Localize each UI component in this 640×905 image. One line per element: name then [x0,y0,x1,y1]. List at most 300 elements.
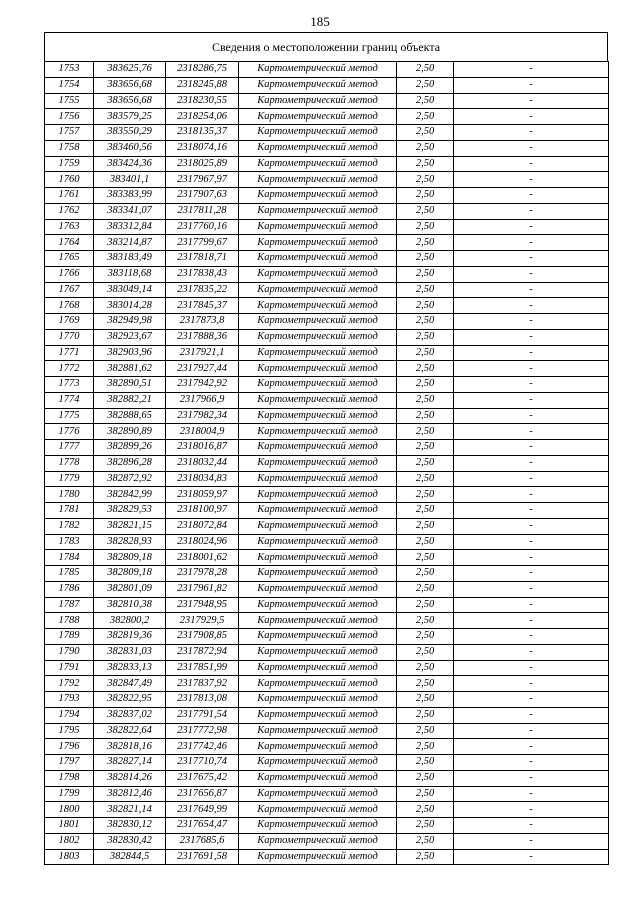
point-number-cell: 1801 [45,818,94,834]
table-row [45,518,609,534]
point-number-cell: 1792 [45,676,94,692]
y-coordinate-cell: 2317982,34 [166,408,239,424]
method-cell: Картометрический метод [239,676,397,692]
method-cell: Картометрический метод [239,440,397,456]
accuracy-cell: 2,50 [397,408,454,424]
table-row [45,93,609,109]
method-cell: Картометрический метод [239,518,397,534]
note-cell: - [454,581,609,597]
note-cell: - [454,377,609,393]
x-coordinate-cell: 383183,49 [94,251,166,267]
x-coordinate-cell: 382809,18 [94,550,166,566]
point-number-cell: 1775 [45,408,94,424]
y-coordinate-cell: 2317921,1 [166,345,239,361]
note-cell: - [454,644,609,660]
table-row [45,377,609,393]
accuracy-cell: 2,50 [397,660,454,676]
note-cell: - [454,62,609,78]
accuracy-cell: 2,50 [397,739,454,755]
table-row [45,188,609,204]
point-number-cell: 1803 [45,849,94,865]
y-coordinate-cell: 2318034,83 [166,471,239,487]
note-cell: - [454,518,609,534]
point-number-cell: 1772 [45,361,94,377]
method-cell: Картометрический метод [239,739,397,755]
accuracy-cell: 2,50 [397,644,454,660]
accuracy-cell: 2,50 [397,849,454,865]
point-number-cell: 1779 [45,471,94,487]
table-row [45,219,609,235]
point-number-cell: 1764 [45,235,94,251]
table-row [45,77,609,93]
y-coordinate-cell: 2317873,8 [166,314,239,330]
note-cell: - [454,361,609,377]
accuracy-cell: 2,50 [397,109,454,125]
x-coordinate-cell: 383049,14 [94,282,166,298]
accuracy-cell: 2,50 [397,93,454,109]
point-number-cell: 1763 [45,219,94,235]
x-coordinate-cell: 382800,2 [94,613,166,629]
x-coordinate-cell: 383014,28 [94,298,166,314]
point-number-cell: 1800 [45,802,94,818]
y-coordinate-cell: 2317835,22 [166,282,239,298]
y-coordinate-cell: 2317978,28 [166,566,239,582]
x-coordinate-cell: 382822,64 [94,723,166,739]
accuracy-cell: 2,50 [397,770,454,786]
note-cell: - [454,77,609,93]
y-coordinate-cell: 2317710,74 [166,755,239,771]
y-coordinate-cell: 2318135,37 [166,125,239,141]
table-row [45,392,609,408]
note-cell: - [454,329,609,345]
method-cell: Картометрический метод [239,503,397,519]
point-number-cell: 1766 [45,266,94,282]
page-number: 185 [310,14,330,29]
y-coordinate-cell: 2317772,98 [166,723,239,739]
note-cell: - [454,345,609,361]
note-cell: - [454,818,609,834]
x-coordinate-cell: 382833,13 [94,660,166,676]
accuracy-cell: 2,50 [397,203,454,219]
point-number-cell: 1784 [45,550,94,566]
y-coordinate-cell: 2317811,28 [166,203,239,219]
y-coordinate-cell: 2317942,92 [166,377,239,393]
method-cell: Картометрический метод [239,770,397,786]
y-coordinate-cell: 2318254,06 [166,109,239,125]
x-coordinate-cell: 383214,87 [94,235,166,251]
point-number-cell: 1770 [45,329,94,345]
x-coordinate-cell: 382882,21 [94,392,166,408]
point-number-cell: 1778 [45,455,94,471]
y-coordinate-cell: 2318025,89 [166,156,239,172]
point-number-cell: 1799 [45,786,94,802]
y-coordinate-cell: 2317908,85 [166,629,239,645]
note-cell: - [454,707,609,723]
note-cell: - [454,172,609,188]
point-number-cell: 1771 [45,345,94,361]
x-coordinate-cell: 382801,09 [94,581,166,597]
table-row [45,266,609,282]
method-cell: Картометрический метод [239,550,397,566]
note-cell: - [454,93,609,109]
method-cell: Картометрический метод [239,314,397,330]
point-number-cell: 1797 [45,755,94,771]
note-cell: - [454,566,609,582]
method-cell: Картометрический метод [239,833,397,849]
table-row [45,534,609,550]
note-cell: - [454,833,609,849]
note-cell: - [454,282,609,298]
table-row [45,707,609,723]
point-number-cell: 1796 [45,739,94,755]
method-cell: Картометрический метод [239,251,397,267]
method-cell: Картометрический метод [239,172,397,188]
accuracy-cell: 2,50 [397,235,454,251]
y-coordinate-cell: 2318016,87 [166,440,239,456]
table-row [45,455,609,471]
method-cell: Картометрический метод [239,377,397,393]
x-coordinate-cell: 383118,68 [94,266,166,282]
table-row [45,361,609,377]
method-cell: Картометрический метод [239,109,397,125]
point-number-cell: 1757 [45,125,94,141]
table-row [45,235,609,251]
y-coordinate-cell: 2317967,97 [166,172,239,188]
table-row [45,487,609,503]
table-row [45,723,609,739]
x-coordinate-cell: 382890,89 [94,424,166,440]
table-row [45,298,609,314]
y-coordinate-cell: 2317654,47 [166,818,239,834]
note-cell: - [454,692,609,708]
y-coordinate-cell: 2317872,94 [166,644,239,660]
accuracy-cell: 2,50 [397,219,454,235]
x-coordinate-cell: 382821,14 [94,802,166,818]
accuracy-cell: 2,50 [397,282,454,298]
boundary-coordinates-sheet [44,32,608,865]
method-cell: Картометрический метод [239,140,397,156]
accuracy-cell: 2,50 [397,140,454,156]
table-row [45,676,609,692]
y-coordinate-cell: 2317691,58 [166,849,239,865]
method-cell: Картометрический метод [239,93,397,109]
x-coordinate-cell: 382809,18 [94,566,166,582]
x-coordinate-cell: 382949,98 [94,314,166,330]
method-cell: Картометрический метод [239,408,397,424]
point-number-cell: 1794 [45,707,94,723]
note-cell: - [454,455,609,471]
table-title: Сведения о местоположении границ объекта [44,32,608,61]
accuracy-cell: 2,50 [397,707,454,723]
method-cell: Картометрический метод [239,455,397,471]
accuracy-cell: 2,50 [397,251,454,267]
x-coordinate-cell: 382881,62 [94,361,166,377]
y-coordinate-cell: 2317907,63 [166,188,239,204]
x-coordinate-cell: 382829,53 [94,503,166,519]
table-row [45,566,609,582]
accuracy-cell: 2,50 [397,314,454,330]
accuracy-cell: 2,50 [397,487,454,503]
accuracy-cell: 2,50 [397,566,454,582]
table-row [45,849,609,865]
method-cell: Картометрический метод [239,203,397,219]
y-coordinate-cell: 2318004,9 [166,424,239,440]
y-coordinate-cell: 2317799,67 [166,235,239,251]
table-row [45,755,609,771]
x-coordinate-cell: 382818,16 [94,739,166,755]
y-coordinate-cell: 2317845,37 [166,298,239,314]
accuracy-cell: 2,50 [397,518,454,534]
accuracy-cell: 2,50 [397,723,454,739]
method-cell: Картометрический метод [239,566,397,582]
x-coordinate-cell: 383579,25 [94,109,166,125]
x-coordinate-cell: 382899,26 [94,440,166,456]
y-coordinate-cell: 2317851,99 [166,660,239,676]
y-coordinate-cell: 2318100,97 [166,503,239,519]
x-coordinate-cell: 382831,03 [94,644,166,660]
table-row [45,424,609,440]
method-cell: Картометрический метод [239,487,397,503]
table-row [45,818,609,834]
note-cell: - [454,219,609,235]
x-coordinate-cell: 383460,56 [94,140,166,156]
table-row [45,692,609,708]
accuracy-cell: 2,50 [397,613,454,629]
x-coordinate-cell: 382872,92 [94,471,166,487]
method-cell: Картометрический метод [239,235,397,251]
method-cell: Картометрический метод [239,471,397,487]
x-coordinate-cell: 383383,99 [94,188,166,204]
y-coordinate-cell: 2317656,87 [166,786,239,802]
note-cell: - [454,660,609,676]
note-cell: - [454,140,609,156]
y-coordinate-cell: 2317966,9 [166,392,239,408]
note-cell: - [454,298,609,314]
note-cell: - [454,471,609,487]
x-coordinate-cell: 382896,28 [94,455,166,471]
note-cell: - [454,392,609,408]
note-cell: - [454,503,609,519]
point-number-cell: 1759 [45,156,94,172]
note-cell: - [454,251,609,267]
note-cell: - [454,629,609,645]
y-coordinate-cell: 2317818,71 [166,251,239,267]
accuracy-cell: 2,50 [397,392,454,408]
y-coordinate-cell: 2318032,44 [166,455,239,471]
point-number-cell: 1776 [45,424,94,440]
point-number-cell: 1789 [45,629,94,645]
y-coordinate-cell: 2318074,16 [166,140,239,156]
y-coordinate-cell: 2317760,16 [166,219,239,235]
accuracy-cell: 2,50 [397,361,454,377]
accuracy-cell: 2,50 [397,298,454,314]
x-coordinate-cell: 383656,68 [94,93,166,109]
x-coordinate-cell: 382812,46 [94,786,166,802]
x-coordinate-cell: 382830,42 [94,833,166,849]
method-cell: Картометрический метод [239,660,397,676]
coordinates-table-body [45,62,609,865]
table-row [45,802,609,818]
point-number-cell: 1754 [45,77,94,93]
note-cell: - [454,125,609,141]
y-coordinate-cell: 2318286,75 [166,62,239,78]
note-cell: - [454,188,609,204]
x-coordinate-cell: 382890,51 [94,377,166,393]
accuracy-cell: 2,50 [397,676,454,692]
table-row [45,345,609,361]
accuracy-cell: 2,50 [397,534,454,550]
point-number-cell: 1758 [45,140,94,156]
method-cell: Картометрический метод [239,802,397,818]
accuracy-cell: 2,50 [397,629,454,645]
method-cell: Картометрический метод [239,156,397,172]
method-cell: Картометрический метод [239,361,397,377]
method-cell: Картометрический метод [239,534,397,550]
accuracy-cell: 2,50 [397,156,454,172]
note-cell: - [454,440,609,456]
table-row [45,833,609,849]
point-number-cell: 1773 [45,377,94,393]
y-coordinate-cell: 2317927,44 [166,361,239,377]
point-number-cell: 1783 [45,534,94,550]
point-number-cell: 1786 [45,581,94,597]
method-cell: Картометрический метод [239,424,397,440]
method-cell: Картометрический метод [239,755,397,771]
note-cell: - [454,755,609,771]
x-coordinate-cell: 382827,14 [94,755,166,771]
note-cell: - [454,676,609,692]
accuracy-cell: 2,50 [397,62,454,78]
table-row [45,329,609,345]
point-number-cell: 1785 [45,566,94,582]
method-cell: Картометрический метод [239,62,397,78]
method-cell: Картометрический метод [239,692,397,708]
note-cell: - [454,613,609,629]
x-coordinate-cell: 383656,68 [94,77,166,93]
note-cell: - [454,597,609,613]
table-row [45,550,609,566]
accuracy-cell: 2,50 [397,833,454,849]
x-coordinate-cell: 383625,76 [94,62,166,78]
x-coordinate-cell: 382830,12 [94,818,166,834]
method-cell: Картометрический метод [239,329,397,345]
table-row [45,251,609,267]
table-row [45,156,609,172]
table-row [45,408,609,424]
method-cell: Картометрический метод [239,849,397,865]
x-coordinate-cell: 382837,02 [94,707,166,723]
point-number-cell: 1756 [45,109,94,125]
x-coordinate-cell: 383341,07 [94,203,166,219]
table-row [45,440,609,456]
table-row [45,125,609,141]
table-row [45,739,609,755]
table-row [45,613,609,629]
y-coordinate-cell: 2317813,08 [166,692,239,708]
table-row [45,503,609,519]
x-coordinate-cell: 382814,26 [94,770,166,786]
table-row [45,109,609,125]
point-number-cell: 1790 [45,644,94,660]
y-coordinate-cell: 2317929,5 [166,613,239,629]
point-number-cell: 1762 [45,203,94,219]
method-cell: Картометрический метод [239,266,397,282]
table-row [45,629,609,645]
method-cell: Картометрический метод [239,282,397,298]
x-coordinate-cell: 383312,84 [94,219,166,235]
x-coordinate-cell: 382810,38 [94,597,166,613]
note-cell: - [454,770,609,786]
accuracy-cell: 2,50 [397,440,454,456]
accuracy-cell: 2,50 [397,188,454,204]
accuracy-cell: 2,50 [397,455,454,471]
point-number-cell: 1767 [45,282,94,298]
point-number-cell: 1777 [45,440,94,456]
method-cell: Картометрический метод [239,707,397,723]
x-coordinate-cell: 382828,93 [94,534,166,550]
point-number-cell: 1788 [45,613,94,629]
point-number-cell: 1791 [45,660,94,676]
point-number-cell: 1753 [45,62,94,78]
y-coordinate-cell: 2317948,95 [166,597,239,613]
accuracy-cell: 2,50 [397,77,454,93]
note-cell: - [454,266,609,282]
method-cell: Картометрический метод [239,786,397,802]
note-cell: - [454,424,609,440]
table-row [45,471,609,487]
method-cell: Картометрический метод [239,345,397,361]
accuracy-cell: 2,50 [397,125,454,141]
method-cell: Картометрический метод [239,392,397,408]
accuracy-cell: 2,50 [397,377,454,393]
x-coordinate-cell: 382923,67 [94,329,166,345]
accuracy-cell: 2,50 [397,597,454,613]
note-cell: - [454,203,609,219]
accuracy-cell: 2,50 [397,503,454,519]
note-cell: - [454,550,609,566]
method-cell: Картометрический метод [239,644,397,660]
accuracy-cell: 2,50 [397,424,454,440]
x-coordinate-cell: 382903,96 [94,345,166,361]
y-coordinate-cell: 2317961,82 [166,581,239,597]
point-number-cell: 1782 [45,518,94,534]
y-coordinate-cell: 2317685,6 [166,833,239,849]
note-cell: - [454,109,609,125]
y-coordinate-cell: 2317838,43 [166,266,239,282]
accuracy-cell: 2,50 [397,818,454,834]
x-coordinate-cell: 383550,29 [94,125,166,141]
point-number-cell: 1768 [45,298,94,314]
accuracy-cell: 2,50 [397,471,454,487]
method-cell: Картометрический метод [239,723,397,739]
y-coordinate-cell: 2318024,96 [166,534,239,550]
coordinates-table [44,61,609,865]
note-cell: - [454,314,609,330]
y-coordinate-cell: 2317837,92 [166,676,239,692]
table-row [45,62,609,78]
y-coordinate-cell: 2317675,42 [166,770,239,786]
table-row [45,644,609,660]
y-coordinate-cell: 2317791,54 [166,707,239,723]
point-number-cell: 1793 [45,692,94,708]
table-row [45,314,609,330]
accuracy-cell: 2,50 [397,581,454,597]
table-row [45,660,609,676]
note-cell: - [454,786,609,802]
method-cell: Картометрический метод [239,188,397,204]
table-row [45,597,609,613]
method-cell: Картометрический метод [239,613,397,629]
